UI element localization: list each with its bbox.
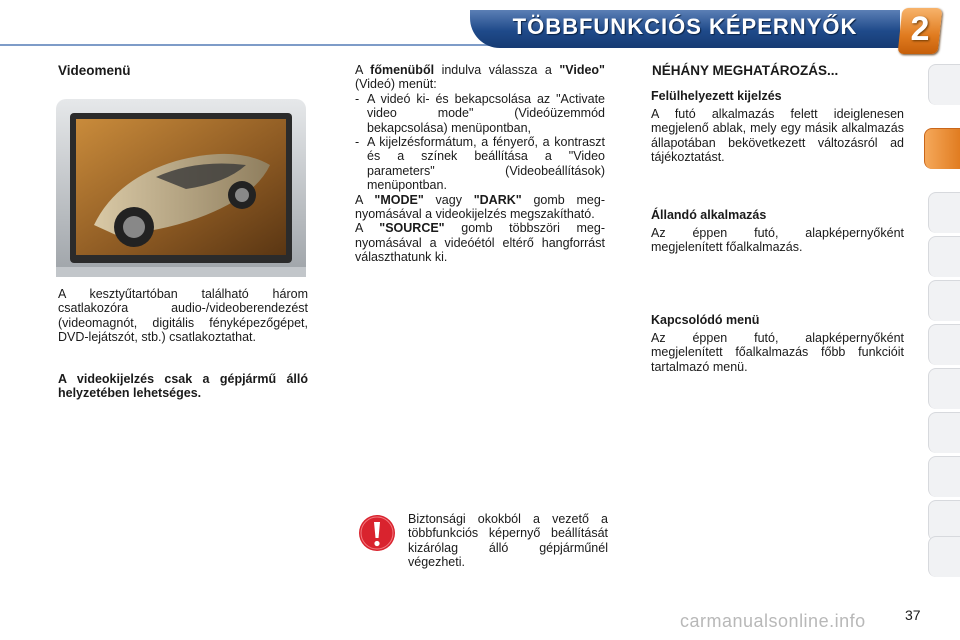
source-term: "SOURCE" — [379, 221, 445, 236]
definition-term: Kapcsolódó menü — [651, 313, 760, 327]
definition-term: Felülhelyezett kijelzés — [651, 89, 782, 103]
video-term: "Video" — [559, 63, 605, 77]
mode-term: "MODE" — [374, 192, 424, 207]
source-rest: gomb többszöri megnyomásával a videóétól eltérő hangforrást választhatunk ki. — [355, 221, 605, 265]
list-item: - A videó ki- és bekapcsolása az "Activate video mode" (Videóüzemmód bekapcsolása) menüpontban, — [355, 91, 605, 135]
definition-text: Az éppen futó, alapképernyőként megjelenített főalkalmazás. — [651, 226, 904, 255]
definition-text: Az éppen futó, alapképernyőként megjelenített főalkalmazás főbb funkcióit tartalmazó menü. — [651, 331, 904, 374]
page-number: 37 — [905, 607, 921, 623]
mode-paragraph — [355, 193, 605, 222]
video-warning-note: A videokijelzés csak a gépjármű álló helyzetében lehetséges. — [58, 372, 308, 401]
source-paragraph — [355, 221, 605, 264]
chapter-tab[interactable] — [928, 536, 960, 577]
watermark: carmanualsonline.info — [680, 611, 866, 631]
chapter-tab[interactable] — [928, 192, 960, 233]
middle-column — [355, 63, 605, 265]
section-title-video-menu: Videomenü — [58, 63, 131, 78]
page-header — [0, 0, 960, 58]
page-title: TÖBBFUNKCIÓS KÉPERNYŐK — [512, 14, 858, 39]
chapter-tab[interactable] — [928, 456, 960, 497]
intro-video-rest: (Videó) menüt: — [355, 77, 437, 92]
definitions-title: NÉHÁNY MEGHATÁROZÁS... — [652, 63, 839, 78]
screen-photo — [56, 99, 306, 277]
chapter-tab[interactable] — [928, 236, 960, 277]
chapter-tab[interactable] — [928, 500, 960, 541]
dark-term: "DARK" — [473, 192, 522, 207]
intro-a: A — [355, 63, 363, 77]
definition-term: Állandó alkalmazás — [651, 208, 767, 222]
chapter-tab[interactable] — [928, 64, 960, 105]
list-item: - A kijelzésformátum, a fényerő, a kontraszt és a színek beállítása a "Video parameters" (Videobeállítások) menüpontban. — [355, 135, 605, 193]
chapter-tab[interactable] — [928, 412, 960, 453]
chapter-tab-active[interactable] — [924, 128, 960, 169]
exclamation-icon — [358, 514, 396, 552]
definition-text: A futó alkalmazás felett ideiglenesen megjelenő ablak, mely egy másik alkalmazás állapotában bekövetkezett változásról ad tájékoztatást. — [651, 107, 904, 165]
safety-note: Biztonsági okokból a vezető a többfunkciós képernyő beállítását kizárólag álló gépjárműnél végezheti. — [408, 512, 608, 570]
list-item-text: A kijelzésformátum, a fényerő, a kontraszt és a színek beállítása a "Video parameters" (Videobeállítások) menüpontban. — [367, 135, 605, 193]
chapter-number: 2 — [910, 10, 930, 48]
intro-rest: indulva válassza a — [441, 63, 552, 77]
mode-or: vagy — [435, 192, 462, 207]
video-menu-description: A kesztyűtartóban található három csatlakozóra audio-/videoberendezést (videomagnót, digitális fényképezőgépet, DVD-lejátszót, stb.) csatlakoztathat. — [58, 287, 308, 345]
mode-rest: gomb megnyomásával a videokijelzés megszakítható. — [355, 192, 605, 222]
chapter-tabs — [928, 64, 960, 576]
list-item-text: A videó ki- és bekapcsolása az "Activate video mode" (Videóüzemmód bekapcsolása) menüpontban, — [367, 91, 605, 135]
intro-paragraph — [355, 63, 605, 92]
chapter-tab[interactable] — [928, 368, 960, 409]
chapter-tab[interactable] — [928, 280, 960, 321]
source-a: A — [355, 221, 363, 236]
mode-a: A — [355, 192, 363, 207]
main-menu-term: főmenüből — [370, 63, 435, 77]
chapter-tab[interactable] — [928, 324, 960, 365]
